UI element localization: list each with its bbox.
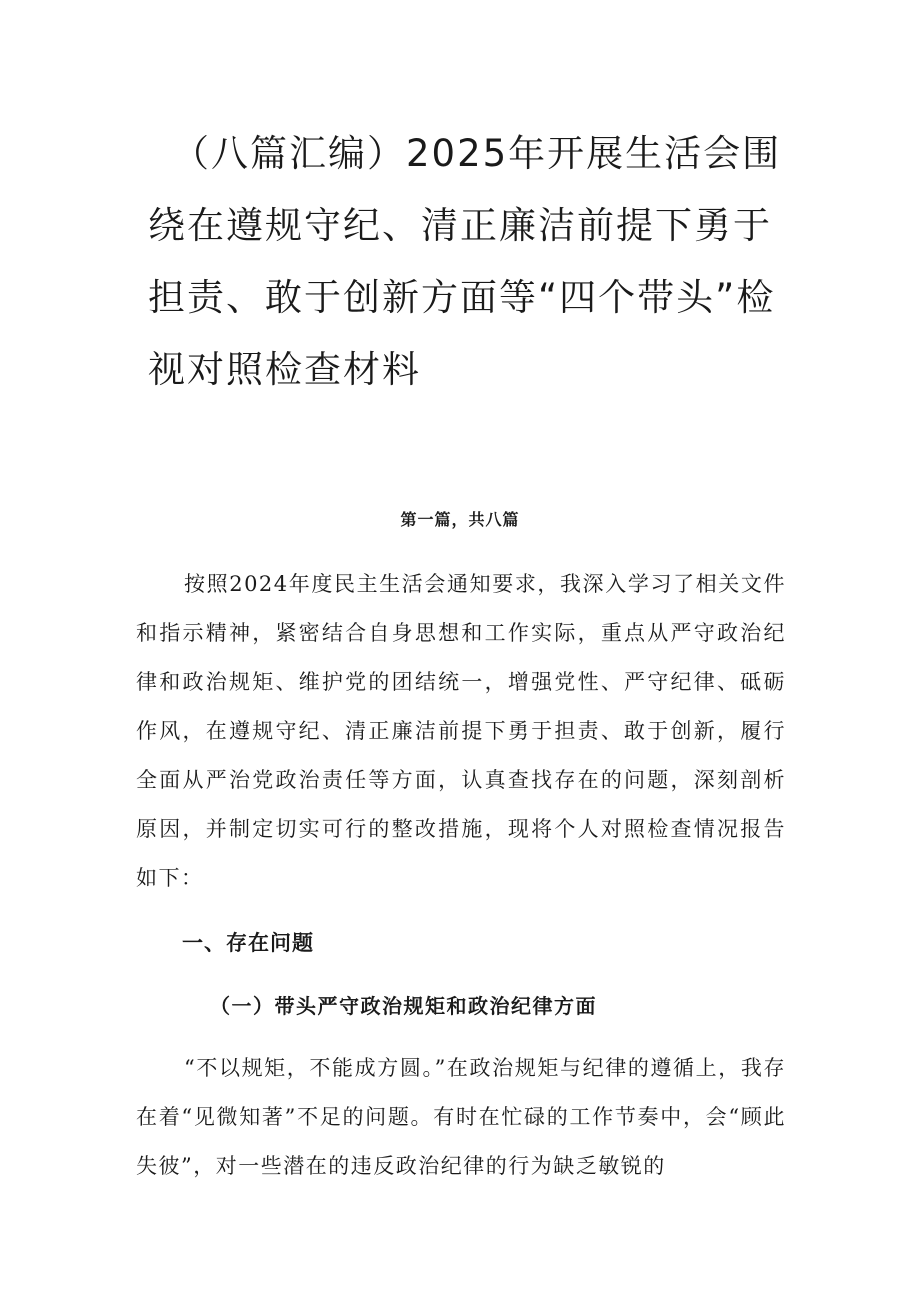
document-subtitle: 第一篇，共八篇 xyxy=(400,510,520,529)
document-title: （八篇汇编）2025年开展生活会围绕在遵规守纪、清正廉洁前提下勇于担责、敢于创新方面等“四个带头”检视对照检查材料 xyxy=(148,132,782,391)
section-heading: 一、存在问题 xyxy=(182,931,314,955)
body-paragraph: “不以规矩，不能成方圆。”在政治规矩与纪律的遵循上，我存在着“见微知著”不足的问题。有时在忙碌的工作节奏中，会“顾此失彼”，对一些潜在的违反政治纪律的行为缺乏敏锐的 xyxy=(136,1056,786,1178)
subsection-heading: （一）带头严守政治规矩和政治纪律方面 xyxy=(210,994,597,1018)
body-paragraph: 按照2024年度民主生活会通知要求，我深入学习了相关文件和指示精神，紧密结合自身思想和工作实际，重点从严守政治纪律和政治规矩、维护党的团结统一，增强党性、严守纪律、砥砺作风，在遵规守纪、清正廉洁前提下勇于担责、敢于创新，履行全面从严治党政治责任等方面，认真查找存在的问题，深刻剖析原因，并制定切实可行的整改措施，现将个人对照检查情况报告如下： xyxy=(136,572,786,890)
